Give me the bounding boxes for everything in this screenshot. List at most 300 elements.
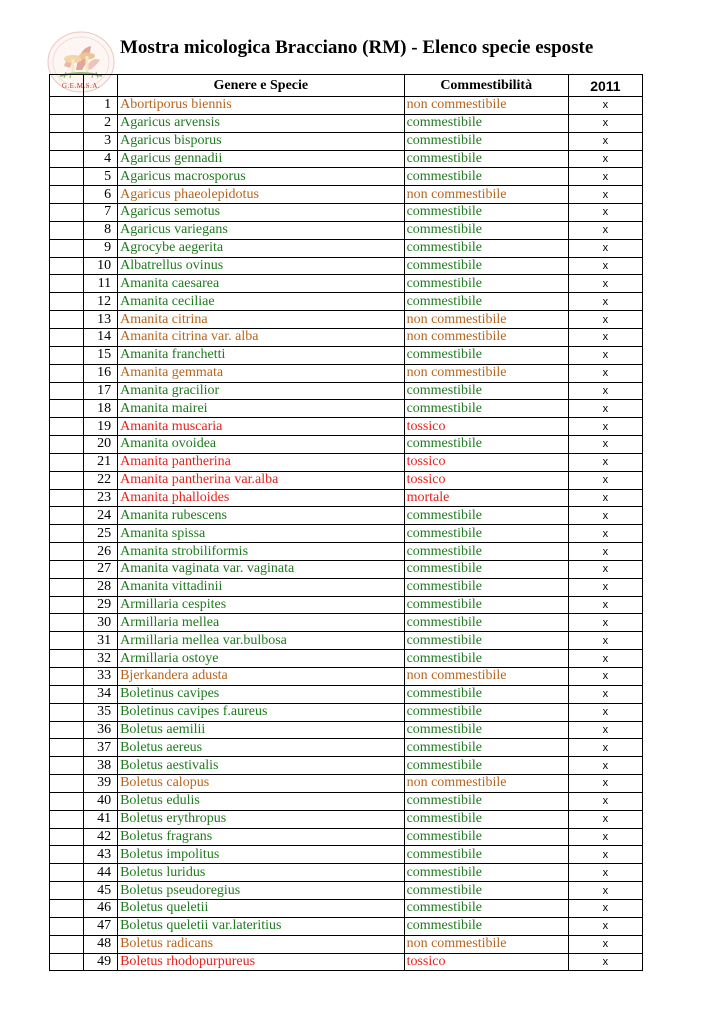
row-edibility: commestibile [404,525,568,543]
row-edibility: non commestibile [404,364,568,382]
row-species: Amanita ovoidea [118,436,404,454]
row-number: 2 [84,114,118,132]
row-species: Amanita caesarea [118,275,404,293]
row-edibility: commestibile [404,596,568,614]
row-mark: x [568,828,642,846]
row-number: 3 [84,132,118,150]
row-species: Agaricus bisporus [118,132,404,150]
row-blank-cell [50,578,84,596]
row-species: Amanita gemmata [118,364,404,382]
table-row [50,436,643,454]
table-row [50,453,643,471]
row-species: Agaricus variegans [118,221,404,239]
row-blank-cell [50,239,84,257]
row-blank-cell [50,525,84,543]
row-species: Boletus rhodopurpureus [118,953,404,971]
row-species: Amanita mairei [118,400,404,418]
row-blank-cell [50,132,84,150]
row-edibility: tossico [404,453,568,471]
row-edibility: commestibile [404,114,568,132]
row-edibility: commestibile [404,436,568,454]
table-row [50,721,643,739]
row-mark: x [568,168,642,186]
row-mark: x [568,346,642,364]
row-blank-cell [50,400,84,418]
row-blank-cell [50,311,84,329]
row-number: 36 [84,721,118,739]
row-edibility: commestibile [404,792,568,810]
table-row [50,168,643,186]
table-row [50,757,643,775]
row-edibility: commestibile [404,507,568,525]
row-edibility: tossico [404,471,568,489]
row-mark: x [568,810,642,828]
row-mark: x [568,650,642,668]
row-blank-cell [50,507,84,525]
table-row [50,275,643,293]
row-number: 11 [84,275,118,293]
row-blank-cell [50,382,84,400]
row-edibility: commestibile [404,721,568,739]
row-species: Albatrellus ovinus [118,257,404,275]
row-blank-cell [50,864,84,882]
row-species: Boletus impolitus [118,846,404,864]
species-table [49,74,643,971]
row-number: 28 [84,578,118,596]
row-number: 25 [84,525,118,543]
row-number: 17 [84,382,118,400]
row-species: Amanita strobiliformis [118,543,404,561]
row-species: Boletus erythropus [118,810,404,828]
table-row [50,489,643,507]
row-number: 39 [84,775,118,793]
table-row [50,668,643,686]
row-edibility: commestibile [404,221,568,239]
row-species: Amanita citrina [118,311,404,329]
row-mark: x [568,400,642,418]
row-edibility: commestibile [404,293,568,311]
row-edibility: non commestibile [404,935,568,953]
table-row [50,578,643,596]
row-edibility: tossico [404,418,568,436]
row-edibility: commestibile [404,828,568,846]
header-species: Genere e Specie [118,75,404,97]
row-species: Amanita rubescens [118,507,404,525]
row-species: Boletus radicans [118,935,404,953]
row-species: Amanita pantherina [118,453,404,471]
row-edibility: commestibile [404,346,568,364]
row-mark: x [568,418,642,436]
table-row [50,150,643,168]
row-blank-cell [50,560,84,578]
row-blank-cell [50,668,84,686]
row-blank-cell [50,882,84,900]
row-number: 32 [84,650,118,668]
row-edibility: non commestibile [404,668,568,686]
row-mark: x [568,150,642,168]
row-edibility: commestibile [404,899,568,917]
row-species: Boletus pseudoregius [118,882,404,900]
row-number: 12 [84,293,118,311]
row-blank-cell [50,275,84,293]
row-number: 5 [84,168,118,186]
row-mark: x [568,132,642,150]
row-blank-cell [50,418,84,436]
row-number: 18 [84,400,118,418]
row-species: Amanita pantherina var.alba [118,471,404,489]
table-row [50,221,643,239]
row-blank-cell [50,703,84,721]
table-row [50,364,643,382]
row-mark: x [568,525,642,543]
row-edibility: commestibile [404,239,568,257]
table-row [50,186,643,204]
row-mark: x [568,114,642,132]
row-number: 7 [84,204,118,222]
row-blank-cell [50,168,84,186]
table-row [50,703,643,721]
row-number: 40 [84,792,118,810]
row-number: 4 [84,150,118,168]
row-species: Armillaria cespites [118,596,404,614]
row-number: 15 [84,346,118,364]
row-number: 26 [84,543,118,561]
row-mark: x [568,775,642,793]
row-number: 16 [84,364,118,382]
row-number: 23 [84,489,118,507]
row-number: 31 [84,632,118,650]
row-species: Agrocybe aegerita [118,239,404,257]
row-blank-cell [50,846,84,864]
row-blank-cell [50,436,84,454]
row-mark: x [568,560,642,578]
table-row [50,864,643,882]
row-mark: x [568,293,642,311]
table-row [50,632,643,650]
row-species: Boletus queletii [118,899,404,917]
row-blank-cell [50,328,84,346]
row-blank-cell [50,453,84,471]
row-blank-cell [50,810,84,828]
row-edibility: commestibile [404,168,568,186]
row-blank-cell [50,364,84,382]
table-row [50,525,643,543]
row-edibility: commestibile [404,650,568,668]
row-mark: x [568,721,642,739]
row-number: 21 [84,453,118,471]
table-row [50,543,643,561]
row-species: Agaricus arvensis [118,114,404,132]
row-edibility: commestibile [404,810,568,828]
row-mark: x [568,471,642,489]
row-species: Amanita muscaria [118,418,404,436]
table-row [50,614,643,632]
row-mark: x [568,204,642,222]
row-blank-cell [50,828,84,846]
row-edibility: commestibile [404,257,568,275]
row-mark: x [568,685,642,703]
row-edibility: commestibile [404,614,568,632]
row-mark: x [568,382,642,400]
row-mark: x [568,614,642,632]
table-row [50,346,643,364]
table-row [50,935,643,953]
row-edibility: commestibile [404,400,568,418]
row-blank-cell [50,650,84,668]
row-mark: x [568,792,642,810]
row-number: 44 [84,864,118,882]
row-edibility: non commestibile [404,97,568,115]
table-row [50,257,643,275]
row-edibility: commestibile [404,917,568,935]
row-mark: x [568,507,642,525]
row-number: 13 [84,311,118,329]
table-row [50,792,643,810]
row-species: Agaricus gennadii [118,150,404,168]
header-year: 2011 [568,75,642,97]
row-species: Amanita citrina var. alba [118,328,404,346]
row-blank-cell [50,97,84,115]
row-blank-cell [50,917,84,935]
row-blank-cell [50,614,84,632]
row-number: 8 [84,221,118,239]
row-number: 49 [84,953,118,971]
row-number: 27 [84,560,118,578]
row-species: Amanita vittadinii [118,578,404,596]
table-row [50,810,643,828]
table-row [50,685,643,703]
row-mark: x [568,596,642,614]
row-blank-cell [50,543,84,561]
table-row [50,846,643,864]
row-mark: x [568,899,642,917]
row-mark: x [568,846,642,864]
row-species: Amanita franchetti [118,346,404,364]
row-species: Boletus aereus [118,739,404,757]
row-edibility: commestibile [404,882,568,900]
row-edibility: non commestibile [404,186,568,204]
row-mark: x [568,221,642,239]
row-blank-cell [50,632,84,650]
table-row [50,400,643,418]
table-row [50,953,643,971]
row-number: 48 [84,935,118,953]
row-blank-cell [50,221,84,239]
row-edibility: tossico [404,953,568,971]
row-edibility: commestibile [404,543,568,561]
row-number: 14 [84,328,118,346]
row-number: 45 [84,882,118,900]
row-blank-cell [50,471,84,489]
row-number: 46 [84,899,118,917]
row-species: Boletinus cavipes [118,685,404,703]
table-row [50,114,643,132]
row-mark: x [568,328,642,346]
row-species: Armillaria mellea var.bulbosa [118,632,404,650]
row-species: Amanita gracilior [118,382,404,400]
row-number: 41 [84,810,118,828]
row-number: 30 [84,614,118,632]
row-number: 20 [84,436,118,454]
table-row [50,293,643,311]
row-edibility: non commestibile [404,311,568,329]
row-edibility: non commestibile [404,328,568,346]
row-species: Bjerkandera adusta [118,668,404,686]
row-mark: x [568,186,642,204]
row-mark: x [568,632,642,650]
row-species: Abortiporus biennis [118,97,404,115]
row-blank-cell [50,293,84,311]
row-blank-cell [50,186,84,204]
row-edibility: commestibile [404,846,568,864]
row-species: Amanita vaginata var. vaginata [118,560,404,578]
row-mark: x [568,739,642,757]
row-mark: x [568,257,642,275]
table-row [50,596,643,614]
row-species: Boletus calopus [118,775,404,793]
row-blank-cell [50,204,84,222]
row-blank-cell [50,953,84,971]
row-mark: x [568,543,642,561]
row-mark: x [568,97,642,115]
row-blank-cell [50,899,84,917]
row-species: Agaricus phaeolepidotus [118,186,404,204]
row-mark: x [568,864,642,882]
row-species: Boletus luridus [118,864,404,882]
row-blank-cell [50,935,84,953]
row-species: Agaricus macrosporus [118,168,404,186]
row-mark: x [568,578,642,596]
row-species: Armillaria ostoye [118,650,404,668]
row-edibility: commestibile [404,150,568,168]
row-blank-cell [50,114,84,132]
table-row [50,239,643,257]
row-number: 19 [84,418,118,436]
table-row [50,328,643,346]
row-edibility: non commestibile [404,775,568,793]
row-blank-cell [50,150,84,168]
row-number: 9 [84,239,118,257]
logo-caption: G.E.M.S.A. [61,82,101,90]
row-species: Boletus edulis [118,792,404,810]
header-number-cell [84,75,118,97]
row-edibility: commestibile [404,685,568,703]
row-mark: x [568,882,642,900]
table-row [50,917,643,935]
header-blank-cell [50,75,84,97]
row-mark: x [568,453,642,471]
table-row [50,418,643,436]
row-edibility: commestibile [404,204,568,222]
row-number: 47 [84,917,118,935]
row-number: 24 [84,507,118,525]
table-row [50,828,643,846]
row-number: 29 [84,596,118,614]
row-blank-cell [50,792,84,810]
row-edibility: commestibile [404,703,568,721]
row-edibility: commestibile [404,560,568,578]
row-number: 6 [84,186,118,204]
row-number: 22 [84,471,118,489]
row-species: Agaricus semotus [118,204,404,222]
row-mark: x [568,668,642,686]
row-species: Boletus aemilii [118,721,404,739]
table-row [50,899,643,917]
row-mark: x [568,436,642,454]
row-species: Boletus fragrans [118,828,404,846]
row-edibility: commestibile [404,864,568,882]
row-mark: x [568,364,642,382]
table-row [50,204,643,222]
row-species: Armillaria mellea [118,614,404,632]
row-species: Amanita phalloides [118,489,404,507]
table-row [50,739,643,757]
table-row [50,311,643,329]
row-mark: x [568,239,642,257]
table-row [50,775,643,793]
header-edibility: Commestibilità [404,75,568,97]
row-mark: x [568,757,642,775]
row-blank-cell [50,721,84,739]
row-edibility: commestibile [404,757,568,775]
row-species: Boletinus cavipes f.aureus [118,703,404,721]
table-row [50,471,643,489]
row-mark: x [568,311,642,329]
row-species: Boletus queletii var.lateritius [118,917,404,935]
row-edibility: commestibile [404,275,568,293]
row-number: 42 [84,828,118,846]
row-blank-cell [50,346,84,364]
row-species: Amanita spissa [118,525,404,543]
row-number: 35 [84,703,118,721]
row-mark: x [568,935,642,953]
row-mark: x [568,953,642,971]
row-blank-cell [50,757,84,775]
row-species: Amanita ceciliae [118,293,404,311]
row-mark: x [568,703,642,721]
row-blank-cell [50,257,84,275]
row-blank-cell [50,596,84,614]
row-edibility: commestibile [404,382,568,400]
row-edibility: commestibile [404,632,568,650]
table-header-row [50,75,643,97]
row-mark: x [568,917,642,935]
row-edibility: mortale [404,489,568,507]
row-mark: x [568,489,642,507]
table-row [50,132,643,150]
page-title: Mostra micologica Bracciano (RM) - Elenco specie esposte [120,37,594,58]
row-number: 43 [84,846,118,864]
row-blank-cell [50,685,84,703]
table-row [50,382,643,400]
row-mark: x [568,275,642,293]
row-number: 34 [84,685,118,703]
table-row [50,97,643,115]
table-row [50,882,643,900]
row-number: 10 [84,257,118,275]
row-blank-cell [50,775,84,793]
row-blank-cell [50,739,84,757]
row-number: 38 [84,757,118,775]
row-number: 37 [84,739,118,757]
row-edibility: commestibile [404,132,568,150]
row-number: 33 [84,668,118,686]
table-row [50,560,643,578]
row-edibility: commestibile [404,739,568,757]
table-row [50,507,643,525]
row-species: Boletus aestivalis [118,757,404,775]
row-edibility: commestibile [404,578,568,596]
